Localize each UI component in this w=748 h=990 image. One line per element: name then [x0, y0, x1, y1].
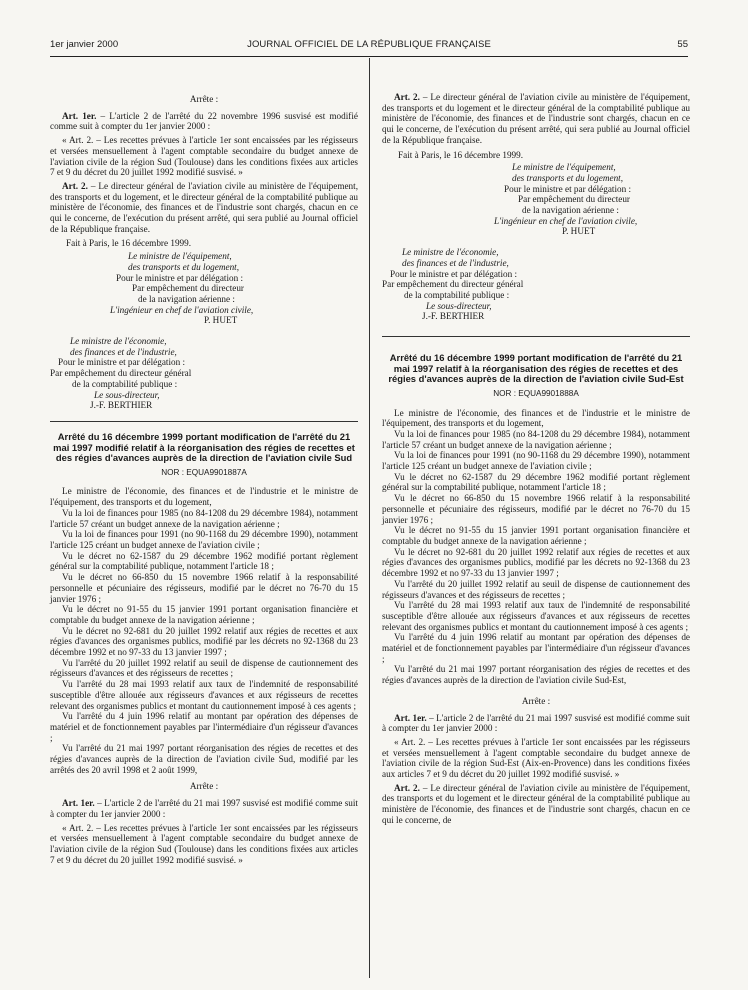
nor-reference: NOR : EQUA9901888A	[493, 388, 579, 398]
signatory-name: J.-F. BERTHIER	[422, 311, 485, 322]
article-quote: « Art. 2. – Les recettes prévues à l'article 1er sont encaissées par les régisseurs et versées mensuellement à l'agent comptable secondaire du budget annexe de l'aviation civile de la région Sud (Toulouse) dans les conditions fixées aux articles 7 et 9 du décret du 20 juillet 1992 modifié susvisé. »	[50, 135, 358, 178]
signatory-line: de la navigation aérienne :	[522, 205, 619, 216]
header-journal-title: JOURNAL OFFICIEL DE LA RÉPUBLIQUE FRANÇAISE	[247, 39, 491, 50]
paragraph: Vu le décret no 91-55 du 15 janvier 1991 portant organisation financière et comptable du budget annexe de la navigation aérienne ;	[382, 525, 690, 546]
signatory-name: P. HUET	[562, 226, 596, 237]
signatory-line: Le ministre de l'économie,	[402, 247, 499, 258]
signatory-line: Par empêchement du directeur	[518, 194, 630, 205]
signatory-line: des finances et de l'industrie,	[402, 257, 509, 268]
signature-block-2	[50, 336, 358, 411]
signatory-line: Le ministre de l'économie,	[70, 336, 167, 347]
signatory-line: des transports et du logement,	[512, 172, 624, 183]
article-1	[50, 111, 358, 132]
paragraph: Vu l'arrêté du 28 mai 1993 relatif aux taux de l'indemnité de responsabilité susceptible d'être allouée aux régisseurs d'avances et aux régisseurs de recettes relevant des organismes publics et montant du cautionnement imposé à ces agents ;	[50, 679, 358, 711]
paragraph: Vu l'arrêté du 28 mai 1993 relatif aux taux de l'indemnité de responsabilité susceptible d'être allouée aux régisseurs d'avances et aux régisseurs de recettes relevant des organismes publics et montant du cautionnement imposé à ces agents ;	[382, 600, 690, 632]
signatory-line: L'ingénieur en chef de l'aviation civile,	[494, 215, 638, 226]
signatory-line: Pour le ministre et par délégation :	[390, 268, 518, 279]
header-page-number: 55	[677, 39, 688, 50]
signatory-line: L'ingénieur en chef de l'aviation civile,	[110, 304, 254, 315]
signatory-name: J.-F. BERTHIER	[90, 400, 153, 411]
article-2	[382, 92, 690, 146]
signatory-line: Le sous-directeur,	[426, 300, 492, 311]
signature-block-2	[382, 247, 690, 322]
paragraph: Vu l'arrêté du 4 juin 1996 relatif au montant par opération des dépenses de matériel et de fonctionnement payables par l'intermédiaire d'un régisseur d'avances ;	[50, 711, 358, 743]
signatory-line: Le ministre de l'équipement,	[128, 251, 232, 262]
signatory-line: de la navigation aérienne :	[138, 293, 235, 304]
paragraph: Vu le décret no 62-1587 du 29 décembre 1962 modifié portant règlement général sur la comptabilité publique, notamment l'article 18 ;	[50, 550, 358, 572]
decree-title: Arrêté du 16 décembre 1999 portant modification de l'arrêté du 21 mai 1997 modifié relatif à la réorganisation des régies de recettes et des régies d'avances auprès de la direction de l'aviation civile Sud	[53, 430, 355, 464]
paragraph: Vu le décret no 92-681 du 20 juillet 1992 relatif aux régies de recettes et aux régies d'avances des organismes publics, modifié par les décrets no 92-1368 du 23 décembre 1992 et no 97-33 du 13 janvier 1997 ;	[382, 546, 690, 579]
article-text: – L'article 2 de l'arrêté du 21 mai 1997 susvisé est modifié comme suit à compter du 1er janvier 2000 :	[382, 712, 690, 734]
header-date: 1er janvier 2000	[50, 39, 119, 50]
article-label: Art. 1er.	[62, 110, 97, 121]
signatory-line: Pour le ministre et par délégation :	[58, 357, 186, 368]
arrete-heading: Arrête :	[189, 781, 219, 792]
arrete-heading: Arrête :	[521, 695, 551, 706]
paragraph: Vu le décret no 62-1587 du 29 décembre 1962 modifié portant règlement général sur la comptabilité publique, notamment l'article 18 ;	[382, 471, 690, 493]
paragraph: Vu l'arrêté du 21 mai 1997 portant réorganisation des régies de recettes et des régies d'avances auprès de la direction de l'aviation civile Sud, modifié par les arrêtés des 20 avril 1998 et 2 août 1999,	[50, 743, 358, 775]
decree-title: Arrêté du 16 décembre 1999 portant modification de l'arrêté du 21 mai 1997 relatif à la réorganisation des régies de recettes et des régies d'avances auprès de la direction de l'aviation civile Sud-Est	[388, 352, 684, 385]
signatory-line: Par empêchement du directeur général	[382, 279, 524, 290]
section-divider	[382, 336, 690, 337]
paragraph: Vu la loi de finances pour 1991 (no 90-1168 du 29 décembre 1990), notamment l'article 125 créant un budget annexe de l'aviation civile ;	[50, 529, 358, 550]
signatory-line: Par empêchement du directeur	[132, 283, 244, 294]
signatory-line: de la comptabilité publique :	[72, 378, 178, 389]
signatory-line: de la comptabilité publique :	[404, 289, 510, 300]
article-1	[50, 798, 358, 819]
article-label: Art. 2.	[394, 782, 420, 793]
arrete-heading: Arrête :	[189, 94, 219, 104]
article-1	[382, 713, 690, 734]
signature-block-1	[50, 251, 358, 326]
article-quote: « Art. 2. – Les recettes prévues à l'article 1er sont encaissées par les régisseurs et versées mensuellement à l'agent comptable secondaire du budget annexe de l'aviation civile de la région Sud-Est (Aix-en-Provence) dans les conditions fixées aux articles 7 et 9 du décret du 20 juillet 1992 modifié susvisé. »	[382, 736, 690, 780]
article-2	[382, 783, 690, 826]
paragraph: Vu la loi de finances pour 1991 (no 90-1168 du 29 décembre 1990), notamment l'article 125 créant un budget annexe de l'aviation civile ;	[382, 450, 690, 472]
decree-body	[50, 486, 358, 775]
paragraph: Vu l'arrêté du 21 mai 1997 portant réorganisation des régies de recettes et des régies d'avances auprès de la direction de l'aviation civile Sud-Est,	[382, 664, 690, 686]
paragraph: Le ministre de l'économie, des finances et de l'industrie et le ministre de l'équipement, des transports et du logement,	[50, 486, 358, 508]
header-rule	[50, 56, 688, 57]
paragraph: Vu la loi de finances pour 1985 (no 84-1208 du 29 décembre 1984), notamment l'article 57 créant un budget annexe de la navigation aérienne ;	[382, 428, 690, 450]
signature-block-1	[382, 162, 690, 237]
signing-date: Fait à Paris, le 16 décembre 1999.	[66, 238, 192, 249]
paragraph: Vu la loi de finances pour 1985 (no 84-1208 du 29 décembre 1984), notamment l'article 57 créant un budget annexe de la navigation aérienne ;	[50, 507, 358, 529]
article-label: Art. 1er.	[394, 712, 427, 723]
article-label: Art. 1er.	[62, 798, 95, 809]
paragraph: Vu l'arrêté du 4 juin 1996 relatif au montant par opération des dépenses de matériel et de fonctionnement payables par l'intermédiaire d'un régisseur d'avances ;	[382, 632, 690, 664]
article-text: – Le directeur général de l'aviation civile au ministère de l'équipement, des transports et du logement, et le directeur général de la comptabilité publique au ministère de l'économie, des finances et de l'industrie sont chargés, chacun en ce qui le concerne, de l'exécution du présent arrêté, qui sera publié au Journal officiel de la République française.	[50, 180, 358, 234]
article-label: Art. 2.	[394, 92, 420, 102]
paragraph: Vu le décret no 66-850 du 15 novembre 1966 relatif à la responsabilité personnelle et pécuniaire des régisseurs, modifié par le décret no 76-70 du 15 janvier 1976 ;	[50, 572, 358, 604]
signatory-line: des transports et du logement,	[128, 261, 240, 272]
decree-body	[382, 408, 690, 686]
article-text: – Le directeur général de l'aviation civile au ministère de l'équipement, des transports et du logement et le directeur général de la comptabilité publique au ministère de l'économie, des finances et de l'industrie sont chargés, chacun en ce qui le concerne, de l'exécution du présent arrêté, qui sera publié au Journal officiel de la République française.	[382, 92, 690, 145]
signatory-name: P. HUET	[204, 315, 238, 326]
paragraph: Vu le décret no 91-55 du 15 janvier 1991 portant organisation financière et comptable du budget annexe de la navigation aérienne ;	[50, 604, 358, 625]
nor-reference: NOR : EQUA9901887A	[161, 467, 247, 477]
left-column	[50, 92, 358, 865]
signatory-line: Le ministre de l'équipement,	[512, 162, 616, 173]
article-quote: « Art. 2. – Les recettes prévues à l'article 1er sont encaissées par les régisseurs et versées mensuellement à l'agent comptable secondaire du budget annexe de l'aviation civile de la région Sud (Toulouse) dans les conditions fixées aux articles 7 et 9 du décret du 20 juillet 1992 modifié susvisé. »	[50, 822, 358, 865]
paragraph: Vu l'arrêté du 20 juillet 1992 relatif au seuil de dispense de cautionnement des régisseurs d'avances et des régisseurs de recettes ;	[50, 657, 358, 679]
paragraph: Vu le décret no 92-681 du 20 juillet 1992 relatif aux régies de recettes et aux régies d'avances des organismes publics, modifié par les décrets no 92-1368 du 23 décembre 1992 et no 97-33 du 13 janvier 1997 ;	[50, 625, 358, 658]
article-text: – L'article 2 de l'arrêté du 21 mai 1997 susvisé est modifié comme suit à compter du 1er janvier 2000 :	[50, 798, 358, 819]
signing-date: Fait à Paris, le 16 décembre 1999.	[398, 149, 524, 160]
section-divider	[50, 421, 358, 422]
column-divider	[369, 58, 370, 978]
article-text: – Le directeur général de l'aviation civile au ministère de l'équipement, des transports et du logement et le directeur général de la comptabilité publique au ministère de l'économie, des finances et de l'industrie sont chargés, chacun en ce qui le concerne, de	[382, 782, 690, 825]
signatory-line: Le sous-directeur,	[94, 389, 160, 400]
article-2	[50, 181, 358, 235]
signatory-line: Pour le ministre et par délégation :	[116, 272, 244, 283]
signatory-line: Par empêchement du directeur général	[50, 368, 192, 379]
paragraph: Vu le décret no 66-850 du 15 novembre 1966 relatif à la responsabilité personnelle et pécuniaire des régisseurs, modifié par le décret no 76-70 du 15 janvier 1976 ;	[382, 493, 690, 525]
article-text: – L'article 2 de l'arrêté du 22 novembre 1996 susvisé est modifié comme suit à compter du 1er janvier 2000 :	[50, 110, 358, 132]
signatory-line: Pour le ministre et par délégation :	[504, 183, 632, 194]
article-label: Art. 2.	[62, 180, 88, 191]
right-column	[382, 92, 690, 826]
signatory-line: des finances et de l'industrie,	[70, 346, 177, 357]
paragraph: Vu l'arrêté du 20 juillet 1992 relatif au seuil de dispense de cautionnement des régisseurs d'avances et des régisseurs de recettes ;	[382, 578, 690, 600]
page-header	[50, 39, 688, 53]
paragraph: Le ministre de l'économie, des finances et de l'industrie et le ministre de l'équipement, des transports et du logement,	[382, 407, 690, 429]
